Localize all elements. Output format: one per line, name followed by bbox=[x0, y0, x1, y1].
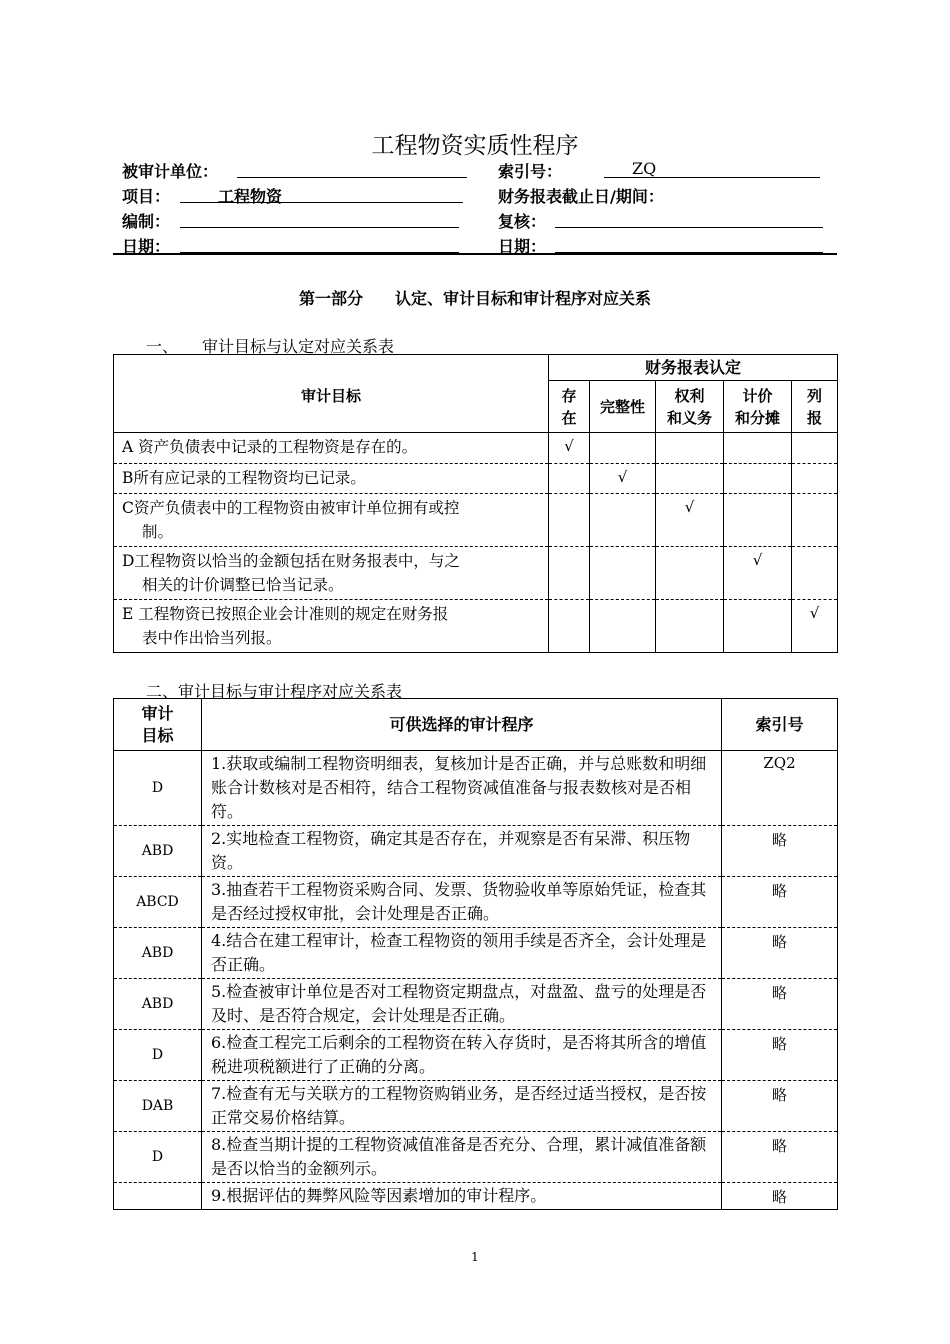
procedure-text: 9.根据评估的舞弊风险等因素增加的审计程序。 bbox=[202, 1183, 722, 1210]
objective-text-continued: 相关的计价调整已恰当记录。 bbox=[142, 576, 344, 594]
assertion-check-cell bbox=[656, 433, 724, 464]
assertion-header: 存 在 bbox=[549, 381, 590, 433]
objective-text: E 工程物资已按照企业会计准则的规定在财务报 bbox=[122, 605, 449, 623]
assertion-header: 完整性 bbox=[590, 381, 656, 433]
procedure-index: 略 bbox=[722, 928, 838, 979]
procedure-index: ZQ2 bbox=[722, 751, 838, 826]
assertion-check-cell bbox=[590, 547, 656, 600]
review-field[interactable] bbox=[555, 209, 823, 228]
auditee-field[interactable] bbox=[237, 159, 467, 178]
table-row bbox=[114, 1030, 838, 1081]
assertion-check-cell bbox=[792, 464, 838, 494]
prepared-field[interactable] bbox=[180, 209, 459, 228]
project-label: 项目： bbox=[122, 187, 171, 206]
table-row bbox=[114, 1081, 838, 1132]
date2-field[interactable] bbox=[555, 234, 823, 253]
assertion-check-cell bbox=[724, 464, 792, 494]
procedure-index: 略 bbox=[722, 979, 838, 1030]
objective-code: ABCD bbox=[114, 877, 202, 928]
objective-code: ABD bbox=[114, 928, 202, 979]
objective-text: C资产负债表中的工程物资由被审计单位拥有或控 bbox=[122, 499, 460, 517]
assertion-check-cell bbox=[590, 433, 656, 464]
table-row bbox=[114, 464, 838, 494]
objective-code: ABD bbox=[114, 826, 202, 877]
procedure-index: 略 bbox=[722, 877, 838, 928]
procedure-index: 略 bbox=[722, 1030, 838, 1081]
objective-assertion-table bbox=[113, 354, 838, 653]
objective-text: D工程物资以恰当的金额包括在财务报表中，与之 bbox=[122, 552, 460, 570]
col-objective-header: 审计 目标 bbox=[114, 699, 202, 751]
part-title: 第一部分 认定、审计目标和审计程序对应关系 bbox=[298, 289, 651, 308]
objective-code: DAB bbox=[114, 1081, 202, 1132]
objective-cell bbox=[114, 547, 549, 600]
col-index-header: 索引号 bbox=[722, 699, 838, 751]
assertion-check-cell bbox=[590, 600, 656, 653]
objective-cell bbox=[114, 600, 549, 653]
objective-text-continued: 表中作出恰当列报。 bbox=[142, 629, 282, 647]
procedure-text: 6.检查工程完工后剩余的工程物资在转入存货时，是否将其所含的增值税进项税额进行了正确的分离。 bbox=[202, 1030, 722, 1081]
prepared-label: 编制： bbox=[122, 212, 171, 231]
objective-cell bbox=[114, 464, 549, 494]
assertion-check-cell bbox=[656, 464, 724, 494]
date-field[interactable] bbox=[180, 234, 459, 253]
project-field[interactable]: 工程物资 bbox=[180, 184, 463, 203]
auditee-label: 被审计单位： bbox=[122, 162, 219, 181]
assertion-check-cell bbox=[724, 494, 792, 547]
assertion-check-cell bbox=[549, 494, 590, 547]
objective-text: A 资产负债表中记录的工程物资是存在的。 bbox=[122, 438, 418, 456]
assertion-check-cell bbox=[724, 600, 792, 653]
assertion-check-cell bbox=[656, 547, 724, 600]
col-objective-header: 审计目标 bbox=[114, 355, 549, 433]
assertion-check-cell bbox=[549, 547, 590, 600]
table-row bbox=[114, 433, 838, 464]
section2-title: 二、审计目标与审计程序对应关系表 bbox=[146, 682, 403, 701]
objective-text-continued: 制。 bbox=[142, 523, 174, 541]
objective-code: ABD bbox=[114, 979, 202, 1030]
procedure-text: 3.抽查若干工程物资采购合同、发票、货物验收单等原始凭证，检查其是否经过授权审批，会计处理是否正确。 bbox=[202, 877, 722, 928]
table-row bbox=[114, 1132, 838, 1183]
procedure-text: 4.结合在建工程审计，检查工程物资的领用手续是否齐全，会计处理是否正确。 bbox=[202, 928, 722, 979]
procedure-text: 8.检查当期计提的工程物资减值准备是否充分、合理，累计减值准备额是否以恰当的金额列示。 bbox=[202, 1132, 722, 1183]
assertion-check-cell: √ bbox=[549, 433, 590, 464]
index-field[interactable]: ZQ bbox=[604, 159, 820, 178]
assertion-check-cell bbox=[792, 547, 838, 600]
table-row bbox=[114, 928, 838, 979]
assertion-check-cell bbox=[549, 600, 590, 653]
assertion-header: 列 报 bbox=[792, 381, 838, 433]
table-row bbox=[114, 826, 838, 877]
date2-label: 日期： bbox=[498, 237, 547, 256]
objective-code: D bbox=[114, 1132, 202, 1183]
assertion-check-cell bbox=[590, 494, 656, 547]
objective-procedure-table bbox=[113, 698, 838, 1210]
objective-cell bbox=[114, 494, 549, 547]
procedure-text: 7.检查有无与关联方的工程物资购销业务，是否经过适当授权，是否按正常交易价格结算。 bbox=[202, 1081, 722, 1132]
assertion-check-cell: √ bbox=[792, 600, 838, 653]
procedure-index: 略 bbox=[722, 1081, 838, 1132]
review-label: 复核： bbox=[498, 212, 547, 231]
page-number: 1 bbox=[471, 1250, 479, 1264]
procedure-text: 5.检查被审计单位是否对工程物资定期盘点，对盘盈、盘亏的处理是否及时、是否符合规定，会计处理是否正确。 bbox=[202, 979, 722, 1030]
page-title: 工程物资实质性程序 bbox=[371, 133, 579, 159]
assertion-header: 计价 和分摊 bbox=[724, 381, 792, 433]
procedure-text: 1.获取或编制工程物资明细表，复核加计是否正确，并与总账数和明细账合计数核对是否相符，结合工程物资减值准备与报表数核对是否相符。 bbox=[202, 751, 722, 826]
procedure-index: 略 bbox=[722, 826, 838, 877]
assertion-check-cell bbox=[549, 464, 590, 494]
objective-code bbox=[114, 1183, 202, 1210]
index-label: 索引号： bbox=[498, 162, 563, 181]
table-row bbox=[114, 547, 838, 600]
procedure-index: 略 bbox=[722, 1183, 838, 1210]
date-label: 日期： bbox=[122, 237, 171, 256]
objective-text: B所有应记录的工程物资均已记录。 bbox=[122, 469, 366, 487]
assertion-check-cell bbox=[792, 433, 838, 464]
period-label: 财务报表截止日/期间： bbox=[498, 187, 664, 206]
objective-cell bbox=[114, 433, 549, 464]
table-row bbox=[114, 751, 838, 826]
objective-code: D bbox=[114, 751, 202, 826]
assertion-check-cell: √ bbox=[656, 494, 724, 547]
assertion-check-cell: √ bbox=[590, 464, 656, 494]
assertion-check-cell bbox=[656, 600, 724, 653]
section1-title: 一、 审计目标与认定对应关系表 bbox=[146, 337, 395, 356]
assertion-check-cell bbox=[724, 433, 792, 464]
header-divider bbox=[113, 253, 837, 255]
objective-code: D bbox=[114, 1030, 202, 1081]
assertion-header: 权利 和义务 bbox=[656, 381, 724, 433]
table-row bbox=[114, 1183, 838, 1210]
procedure-index: 略 bbox=[722, 1132, 838, 1183]
table-row bbox=[114, 494, 838, 547]
col-assertions-header: 财务报表认定 bbox=[549, 355, 838, 381]
assertion-check-cell: √ bbox=[724, 547, 792, 600]
table-row bbox=[114, 877, 838, 928]
assertion-check-cell bbox=[792, 494, 838, 547]
col-procedure-header: 可供选择的审计程序 bbox=[202, 699, 722, 751]
procedure-text: 2.实地检查工程物资，确定其是否存在，并观察是否有呆滞、积压物资。 bbox=[202, 826, 722, 877]
table-row bbox=[114, 600, 838, 653]
table-row bbox=[114, 979, 838, 1030]
